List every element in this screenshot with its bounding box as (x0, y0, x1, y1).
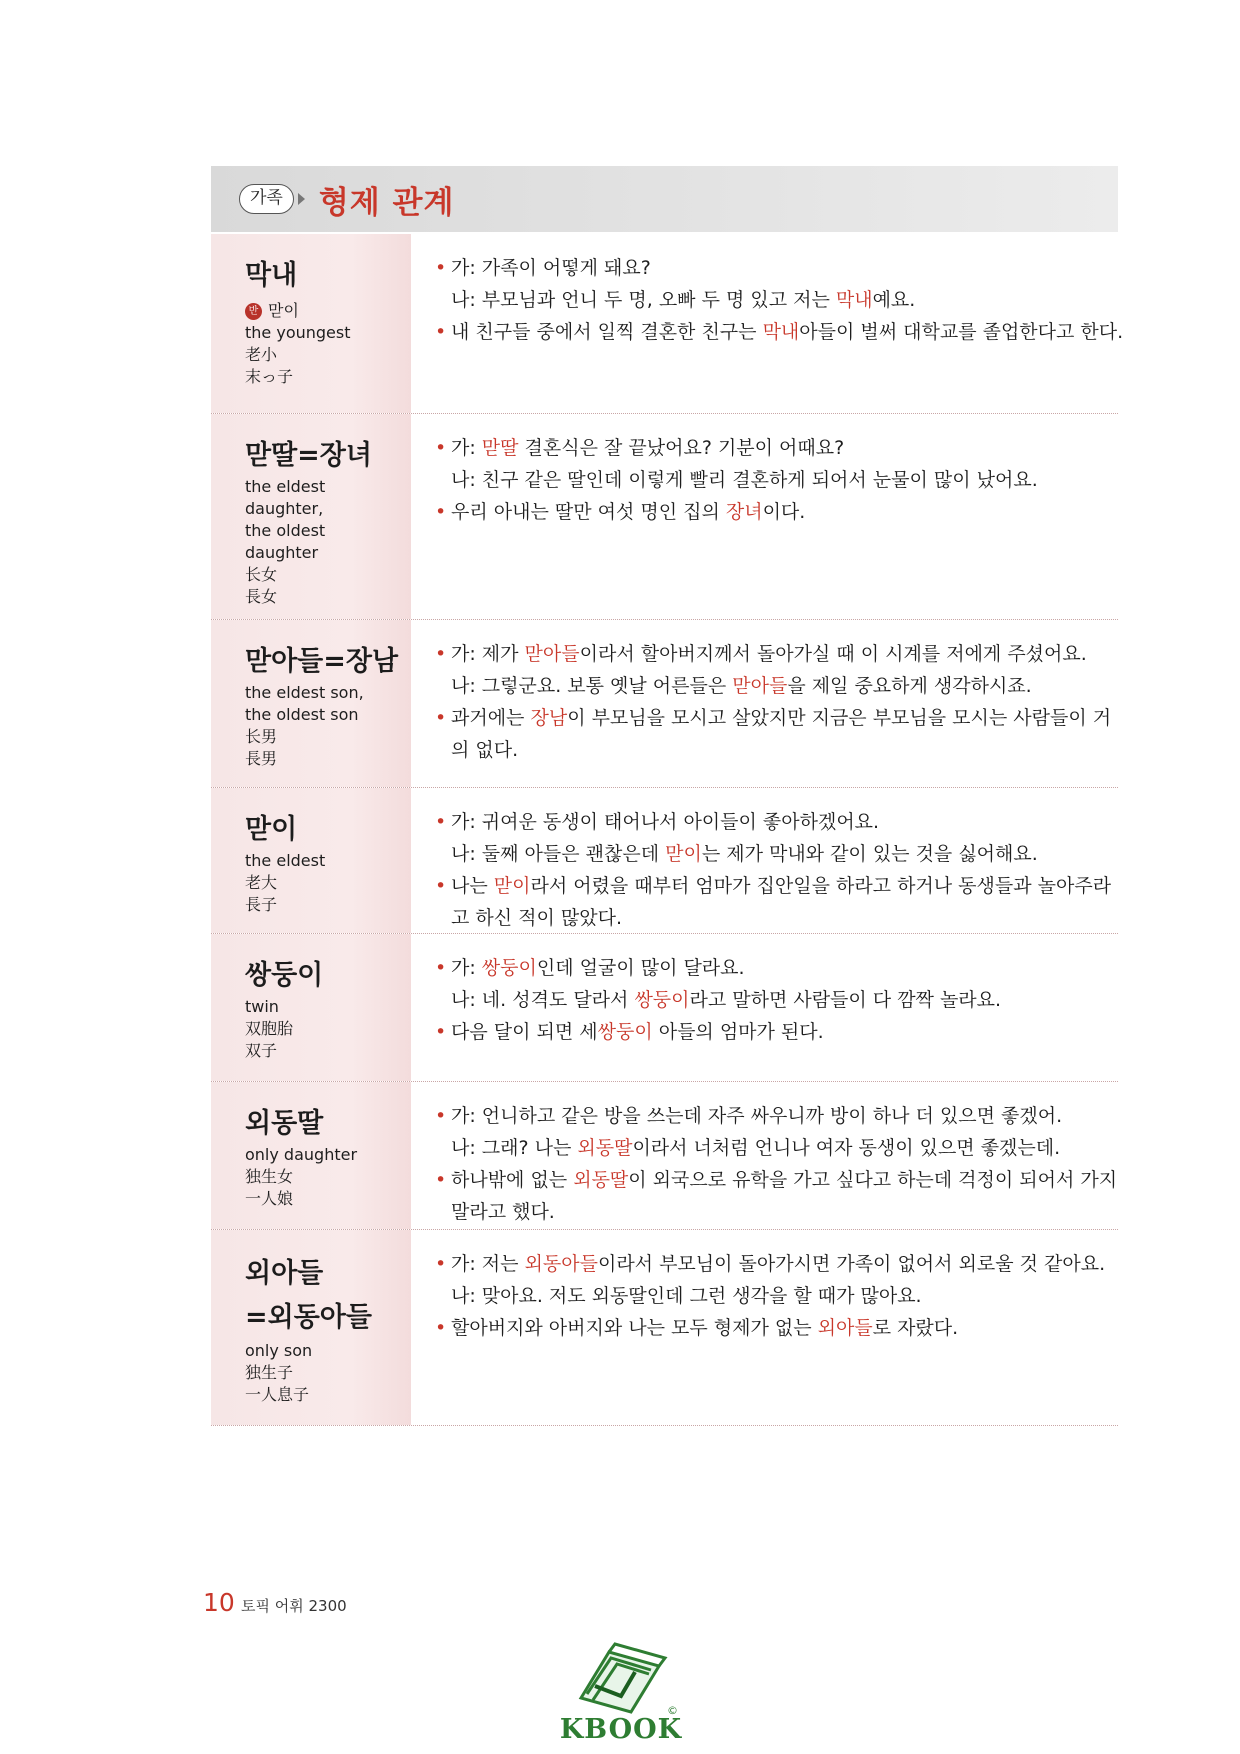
example-text: 이라서 할아버지께서 돌아가실 때 이 시계를 저에게 주셨어요. (579, 643, 1087, 665)
meaning-zh: 长男 (245, 727, 278, 746)
page-number: 10 (203, 1588, 235, 1617)
term: 맏딸=장녀 (245, 440, 372, 471)
entry-oedongttal (211, 1082, 1118, 1230)
examples (421, 952, 1118, 1048)
term-column (211, 934, 411, 1081)
category-arrow-icon (298, 193, 305, 205)
example-text: 나: 친구 같은 딸인데 이렇게 빨리 결혼하게 되어서 눈물이 많이 났어요. (451, 469, 1038, 491)
example-dialog-a (421, 252, 1118, 284)
example-text: 는 제가 막내와 같이 있는 것을 싫어해요. (701, 843, 1038, 865)
meaning-ja: 長女 (245, 587, 278, 606)
meaning-en: the oldest (245, 521, 326, 540)
example-text: 라고 말하면 사람들이 다 깜짝 놀라요. (689, 989, 1002, 1011)
example-text: 나는 (451, 875, 494, 897)
meaning-zh: 长女 (245, 565, 278, 584)
examples (421, 252, 1124, 348)
example-dialog-b (421, 984, 1118, 1016)
meaning-zh: 老大 (245, 873, 278, 892)
entry-oeadeul (211, 1230, 1118, 1426)
example-text: 하나밖에 없는 (451, 1169, 574, 1191)
example-text: 인데 얼굴이 많이 달라요. (536, 957, 745, 979)
example-sentence (421, 316, 1124, 348)
examples (421, 432, 1118, 528)
example-text: 나: 둘째 아들은 괜찮은데 (451, 843, 666, 865)
example-text: 가: 귀여운 동생이 태어나서 아이들이 좋아하겠어요. (451, 811, 880, 833)
antonym-word: 맏이 (268, 301, 299, 320)
meaning-en: twin (245, 997, 279, 1016)
highlighted-term: 막내 (835, 289, 873, 311)
highlighted-term: 장남 (530, 707, 568, 729)
antonym-icon: 반 (245, 303, 262, 320)
meaning-en: daughter (245, 543, 319, 562)
example-dialog-b (421, 838, 1118, 870)
entry-maknae (211, 234, 1124, 414)
example-text: 로 자랐다. (872, 1317, 959, 1339)
example-text: 나: 그렇군요. 보통 옛날 어른들은 (451, 675, 733, 697)
meaning-zh: 老小 (245, 345, 278, 364)
example-dialog-a (421, 432, 1118, 464)
example-dialog-b (421, 670, 1118, 702)
bullet-icon: • (435, 811, 447, 833)
term: 막내 (245, 260, 298, 291)
term-column (211, 788, 411, 933)
term: 맏이 (245, 814, 298, 845)
highlighted-term: 쌍둥이 (481, 957, 537, 979)
meaning-en: only son (245, 1341, 313, 1360)
example-dialog-a (421, 806, 1118, 838)
meaning-ja: 長子 (245, 895, 278, 914)
highlighted-term: 맏아들 (732, 675, 788, 697)
example-text: 내 친구들 중에서 일찍 결혼한 친구는 (451, 321, 763, 343)
kbook-logo (551, 1636, 691, 1746)
example-dialog-a (421, 952, 1118, 984)
example-text: 이라서 부모님이 돌아가시면 가족이 없어서 외로울 것 같아요. (597, 1253, 1106, 1275)
highlighted-term: 외동딸 (577, 1137, 633, 1159)
meaning-en: the eldest son, (245, 683, 364, 702)
meaning-ja: 末っ子 (245, 367, 294, 386)
example-dialog-b (421, 1280, 1118, 1312)
example-text: 아들의 엄마가 된다. (652, 1021, 824, 1043)
term-column (211, 234, 411, 413)
highlighted-term: 쌍둥이 (597, 1021, 653, 1043)
example-text: 가: (451, 437, 482, 459)
logo-copyright: © (667, 1704, 678, 1717)
highlighted-term: 장녀 (725, 501, 763, 523)
example-text: 나: 네. 성격도 달라서 (451, 989, 635, 1011)
logo-text: KBOOK (559, 1714, 683, 1745)
bullet-icon: • (435, 1105, 447, 1127)
bullet-icon: • (435, 1317, 447, 1339)
term-synonym: =외동아들 (245, 1302, 372, 1333)
example-text: 나: 부모님과 언니 두 명, 오빠 두 명 있고 저는 (451, 289, 836, 311)
term: 맏아들=장남 (245, 646, 399, 677)
meaning-en: the eldest (245, 477, 326, 496)
bullet-icon: • (435, 643, 447, 665)
meaning-en: only daughter (245, 1145, 358, 1164)
highlighted-term: 맏이 (665, 843, 702, 865)
meaning-en: daughter, (245, 499, 324, 518)
highlighted-term: 외아들 (817, 1317, 873, 1339)
highlighted-term: 맏아들 (524, 643, 580, 665)
example-text: 가: (451, 957, 482, 979)
example-text: 예요. (872, 289, 916, 311)
highlighted-term: 맏이 (493, 875, 531, 897)
meaning-ja: 一人娘 (245, 1189, 294, 1208)
meaning-en: the oldest son (245, 705, 359, 724)
example-dialog-b (421, 464, 1118, 496)
book-title: 토픽 어휘 2300 (241, 1597, 347, 1615)
bullet-icon: • (435, 875, 447, 897)
example-sentence (421, 1312, 1118, 1344)
section-title: 형제 관계 (318, 184, 455, 221)
term: 쌍둥이 (245, 960, 324, 991)
example-text: 라서 어렸을 때부터 엄마가 집안일을 하라고 하거나 동생들과 놀아주라고 하신 적이 많았다. (451, 875, 1112, 929)
entry-madi (211, 788, 1118, 934)
examples (421, 1248, 1118, 1344)
meaning-ja: 双子 (245, 1041, 278, 1060)
bullet-icon: • (435, 1253, 447, 1275)
term-column (211, 1082, 411, 1229)
highlighted-term: 맏딸 (481, 437, 519, 459)
example-dialog-b (421, 1132, 1118, 1164)
example-text: 이다. (762, 501, 806, 523)
example-text: 가: 언니하고 같은 방을 쓰는데 자주 싸우니까 방이 하나 더 있으면 좋겠어. (451, 1105, 1063, 1127)
examples (421, 806, 1118, 934)
entry-madeul (211, 620, 1118, 788)
meaning-zh: 双胞胎 (245, 1019, 294, 1038)
term-column (211, 620, 411, 787)
bullet-icon: • (435, 437, 447, 459)
example-text: 아들이 벌써 대학교를 졸업한다고 한다. (799, 321, 1124, 343)
meaning-zh: 独生子 (245, 1363, 294, 1382)
entry-matttal (211, 414, 1118, 620)
meaning-en: the youngest (245, 323, 351, 342)
meaning-ja: 長男 (245, 749, 278, 768)
meaning-ja: 一人息子 (245, 1385, 310, 1404)
highlighted-term: 외동딸 (573, 1169, 629, 1191)
example-dialog-a (421, 638, 1118, 670)
section-header (211, 166, 1118, 232)
example-sentence (421, 496, 1118, 528)
category-badge: 가족 (239, 184, 294, 214)
highlighted-term: 쌍둥이 (634, 989, 690, 1011)
highlighted-term: 막내 (762, 321, 800, 343)
bullet-icon: • (435, 957, 447, 979)
example-text: 이 외국으로 유학을 가고 싶다고 하는데 걱정이 되어서 가지 말라고 했다. (451, 1169, 1118, 1223)
bullet-icon: • (435, 501, 447, 523)
example-text: 을 제일 중요하게 생각하시죠. (787, 675, 1032, 697)
highlighted-term: 외동아들 (524, 1253, 598, 1275)
example-text: 과거에는 (451, 707, 531, 729)
example-text: 가: 제가 (451, 643, 525, 665)
example-dialog-a (421, 1100, 1118, 1132)
example-text: 우리 아내는 딸만 여섯 명인 집의 (451, 501, 726, 523)
example-sentence (421, 1016, 1118, 1048)
example-text: 나: 그래? 나는 (451, 1137, 578, 1159)
antonym (245, 300, 411, 322)
example-text: 결혼식은 잘 끝났어요? 기분이 어때요? (518, 437, 845, 459)
meaning-zh: 独生女 (245, 1167, 294, 1186)
example-text: 이라서 너처럼 언니나 여자 동생이 있으면 좋겠는데. (632, 1137, 1061, 1159)
bullet-icon: • (435, 1169, 447, 1191)
example-dialog-a (421, 1248, 1118, 1280)
term: 외동딸 (245, 1108, 324, 1139)
example-text: 가: 저는 (451, 1253, 525, 1275)
meaning-en: the eldest (245, 851, 326, 870)
bullet-icon: • (435, 1021, 447, 1043)
example-sentence (421, 702, 1118, 766)
example-text: 할아버지와 아버지와 나는 모두 형제가 없는 (451, 1317, 818, 1339)
example-text: 다음 달이 되면 세 (451, 1021, 598, 1043)
example-text: 나: 맞아요. 저도 외동딸인데 그런 생각을 할 때가 많아요. (451, 1285, 922, 1307)
bullet-icon: • (435, 707, 447, 729)
entry-ssangdungi (211, 934, 1118, 1082)
example-text: 이 부모님을 모시고 살았지만 지금은 부모님을 모시는 사람들이 거의 없다. (451, 707, 1112, 761)
term-column (211, 414, 411, 619)
example-sentence (421, 1164, 1118, 1228)
examples (421, 638, 1118, 766)
term: 외아들 (245, 1258, 324, 1289)
bullet-icon: • (435, 257, 447, 279)
term-column (211, 1230, 411, 1425)
example-dialog-b (421, 284, 1118, 316)
example-text: 가: 가족이 어떻게 돼요? (451, 257, 651, 279)
examples (421, 1100, 1118, 1228)
example-sentence (421, 870, 1118, 934)
bullet-icon: • (435, 321, 447, 343)
